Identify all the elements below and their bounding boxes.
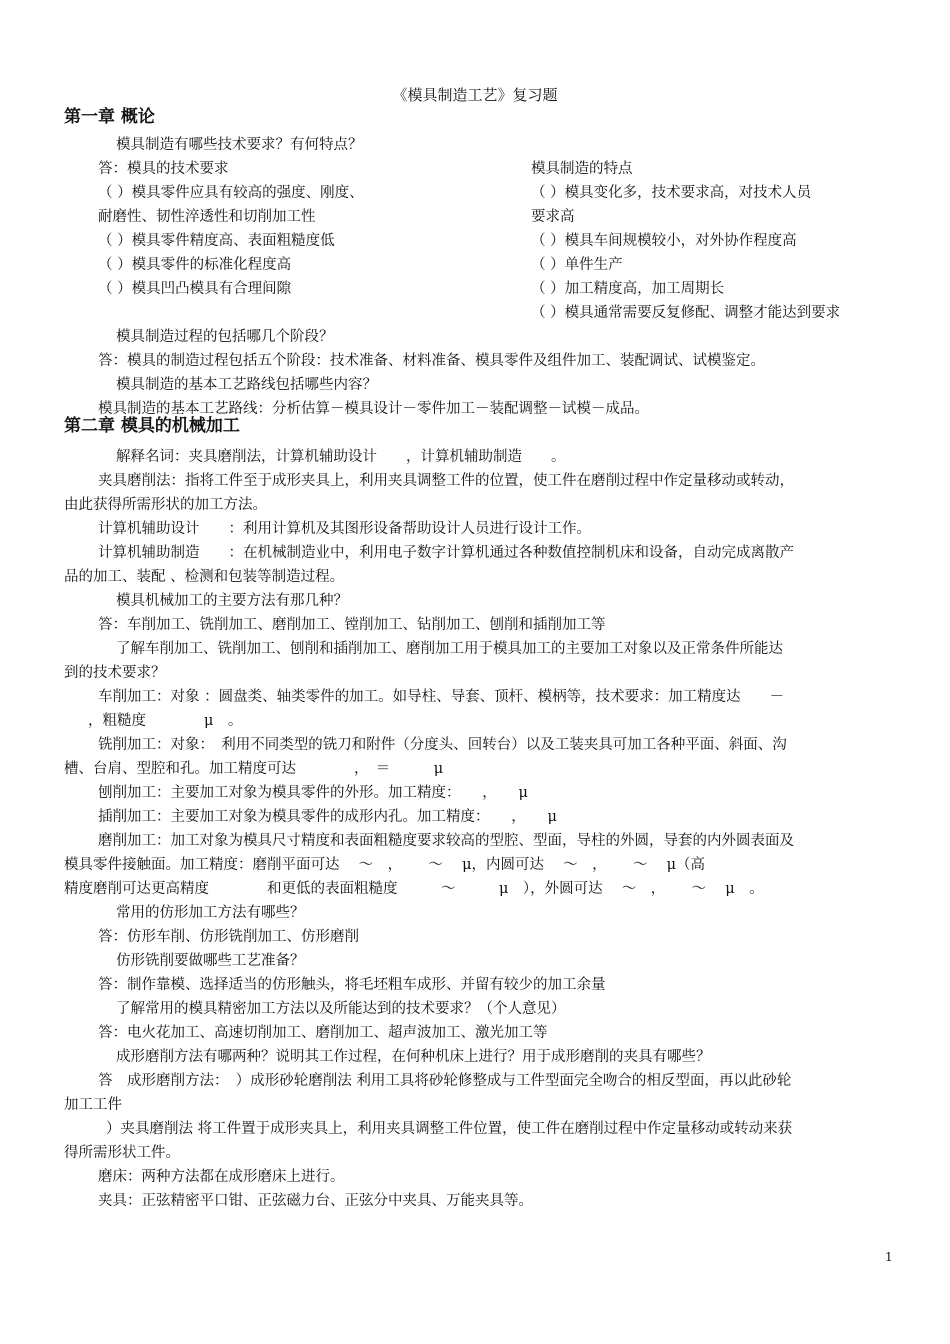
question-3: 模具制造的基本工艺路线包括哪些内容？	[116, 377, 377, 393]
text-line: 品的加工、装配 、检测和包装等制造过程。	[64, 569, 345, 585]
text-line: 铣削加工：对象： 利用不同类型的铣刀和附件（分度头、回转台）以及工装夹具可加工各种平面、斜面、沟	[98, 737, 787, 753]
text-line: 由此获得所需形状的加工方法。	[64, 497, 267, 513]
text-line: 车削加工：对象 ：圆盘类、轴类零件的加工。如导柱、导套、顶杆、模柄等，技术要求：加工精度达 －	[98, 689, 785, 705]
text-line: 计算机辅助制造 ：在机械制造业中，利用电子数字计算机通过各种数值控制机床和设备，自动完成离散产	[98, 545, 794, 561]
text-line: ，粗糙度 μ 。	[88, 713, 243, 729]
text-line: 加工工件	[64, 1097, 122, 1113]
chapter-1-heading: 第一章 概论	[64, 107, 155, 127]
text-line: 答：制作靠模、选择适当的仿形触头，将毛坯粗车成形、并留有较少的加工余量	[98, 977, 606, 993]
text-line: 答：车削加工、铣削加工、磨削加工、镗削加工、钻削加工、刨削和插削加工等	[98, 617, 606, 633]
answer-2: 答：模具的制造过程包括五个阶段：技术准备、材料准备、模具零件及组件加工、装配调试、试模鉴定。	[98, 353, 765, 369]
text-line: 了解常用的模具精密加工方法以及所能达到的技术要求？（个人意见）	[116, 1001, 566, 1017]
text-line: 得所需形状工件。	[64, 1145, 180, 1161]
text-line: 了解车削加工、铣削加工、刨削和插削加工、磨削加工用于模具加工的主要加工对象以及正常条件所能达	[116, 641, 783, 657]
answer-left-line: （ ）模具零件应具有较高的强度、刚度、	[98, 185, 364, 201]
text-line: 夹具磨削法：指将工件至于成形夹具上，利用夹具调整工件的位置，使工件在磨削过程中作定量移动或转动，	[98, 473, 794, 489]
text-line: 刨削加工：主要加工对象为模具零件的外形。加工精度： ， μ	[98, 785, 528, 801]
text-line: 插削加工：主要加工对象为模具零件的成形内孔。加工精度： ， μ	[98, 809, 557, 825]
page-number: 1	[885, 1250, 893, 1264]
answer-left-line: 耐磨性、韧性淬透性和切削加工性	[98, 209, 316, 225]
answer-right-line: （ ）模具车间规模较小，对外协作程度高	[531, 233, 797, 249]
text-line: 模具零件接触面。加工精度：磨削平面可达 ～ ， ～ μ，内圆可达 ～ ， ～ μ（高	[64, 857, 705, 873]
text-line: 磨削加工：加工对象为模具尺寸精度和表面粗糙度要求较高的型腔、型面，导柱的外圆，导套的内外圆表面及	[98, 833, 794, 849]
text-line: 计算机辅助设计 ：利用计算机及其图形设备帮助设计人员进行设计工作。	[98, 521, 591, 537]
answer-right-line: （ ）模具通常需要反复修配、调整才能达到要求	[531, 305, 841, 321]
answer-right-line: （ ）模具变化多，技术要求高，对技术人员	[531, 185, 812, 201]
text-line: 到的技术要求？	[64, 665, 166, 681]
text-line: 成形磨削方法有哪两种？说明其工作过程，在何种机床上进行？用于成形磨削的夹具有哪些？	[116, 1049, 711, 1065]
document-title: 《模具制造工艺》复习题	[392, 86, 558, 104]
text-line: 磨床：两种方法都在成形磨床上进行。	[98, 1169, 345, 1185]
answer-right-line: （ ）加工精度高，加工周期长	[531, 281, 725, 297]
answer-right-line: （ ）单件生产	[531, 257, 623, 273]
answer-left-line: （ ）模具凹凸模具有合理间隙	[98, 281, 292, 297]
text-line: 仿形铣削要做哪些工艺准备？	[116, 953, 305, 969]
answer-right-line: 模具制造的特点	[531, 161, 633, 177]
question-2: 模具制造过程的包括哪几个阶段？	[116, 329, 334, 345]
answer-left-line: 答：模具的技术要求	[98, 161, 229, 177]
text-line: 答 成形磨削方法： ）成形砂轮磨削法 利用工具将砂轮修整成与工件型面完全吻合的相反型面，再以此砂轮	[98, 1073, 792, 1089]
answer-right-line: 要求高	[531, 209, 575, 225]
text-line: 常用的仿形加工方法有哪些？	[116, 905, 305, 921]
answer-left-line: （ ）模具零件精度高、表面粗糙度低	[98, 233, 335, 249]
text-line: 模具机械加工的主要方法有那几种？	[116, 593, 348, 609]
answer-3: 模具制造的基本工艺路线：分析估算－模具设计－零件加工－装配调整－试模－成品。	[98, 401, 649, 417]
text-line: 解释名词：夹具磨削法，计算机辅助设计 ，计算机辅助制造 。	[116, 449, 566, 465]
chapter-2-heading: 第二章 模具的机械加工	[64, 416, 240, 436]
text-line: ）夹具磨削法 将工件置于成形夹具上，利用夹具调整工件位置，使工件在磨削过程中作定量移动或转动来获	[106, 1121, 793, 1137]
question-1: 模具制造有哪些技术要求？有何特点？	[116, 137, 363, 153]
text-line: 槽、台肩、型腔和孔。加工精度可达 ， ＝ μ	[64, 761, 444, 777]
text-line: 夹具：正弦精密平口钳、正弦磁力台、正弦分中夹具、万能夹具等。	[98, 1193, 533, 1209]
text-line: 答：电火花加工、高速切削加工、磨削加工、超声波加工、激光加工等	[98, 1025, 548, 1041]
answer-left-line: （ ）模具零件的标准化程度高	[98, 257, 292, 273]
text-line: 精度磨削可达更高精度 和更低的表面粗糙度 ～ μ ），外圆可达 ～ ， ～ μ 。	[64, 881, 764, 897]
text-line: 答：仿形车削、仿形铣削加工、仿形磨削	[98, 929, 359, 945]
